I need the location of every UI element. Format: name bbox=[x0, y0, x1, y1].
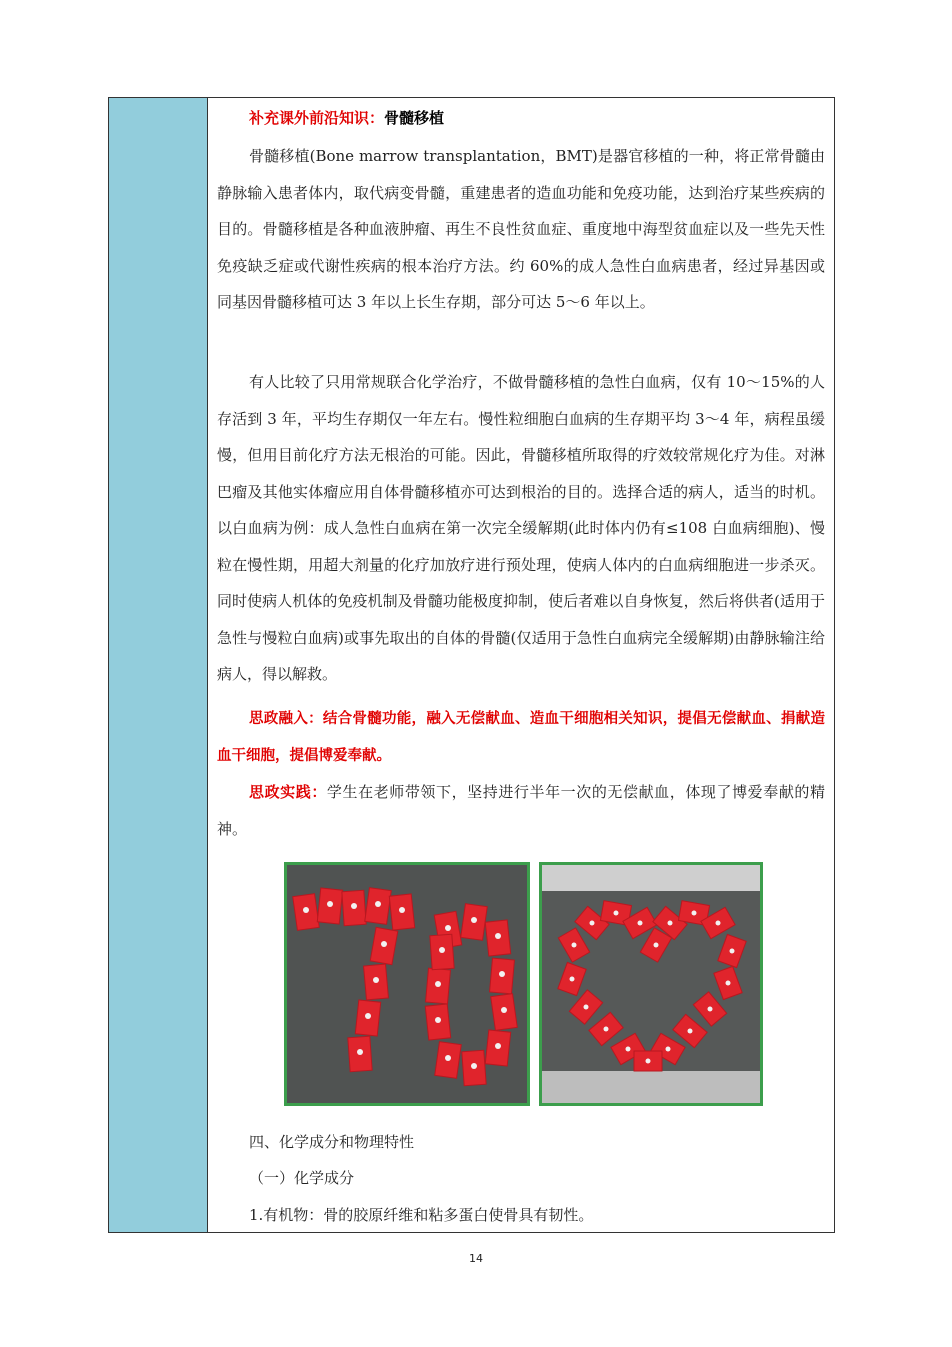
ideology-practice-label: 思政实践： bbox=[249, 783, 327, 801]
ideology-integration: 思政融入：结合骨髓功能，融入无偿献血、造血干细胞相关知识，提倡无偿献血、捐献造血干细胞，提倡博爱奉献。 bbox=[217, 711, 825, 764]
supplement-title: 骨髓移植 bbox=[384, 109, 445, 127]
photo-70-illustration bbox=[287, 865, 527, 1103]
table-right-column bbox=[208, 98, 834, 1232]
item-organic-matter: 1.有机物：骨的胶原纤维和粘多蛋白使骨具有韧性。 bbox=[249, 1206, 594, 1224]
photo-blood-donation-heart bbox=[539, 862, 763, 1106]
supplement-heading bbox=[217, 100, 825, 136]
heading-section-4: 四、化学成分和物理特性 bbox=[249, 1133, 415, 1151]
table-left-column bbox=[109, 98, 208, 1232]
heading-chemical-composition: （一）化学成分 bbox=[249, 1169, 355, 1187]
paragraph-bmt-intro: 骨髓移植(Bone marrow transplantation，BMT)是器官移植的一种，将正常骨髓由静脉输入患者体内，取代病变骨髓，重建患者的造血功能和免疫功能，达到治疗某些疾病的目的。骨髓移植是各种血液肿瘤、再生不良性贫血症、重度地中海型贫血症以及一些先天性免疫缺乏症或代谢性疾病的根本治疗方法。约 60%的成人急性白血病患者，经过异基因或同基因骨髓移植可达 3 年以上长生存期，部分可达 5～6 年以上。 bbox=[217, 147, 825, 311]
ideology-practice-text: 学生在老师带领下，坚持进行半年一次的无偿献血，体现了博爱奉献的精神。 bbox=[217, 783, 825, 838]
photo-heart-illustration bbox=[542, 865, 760, 1103]
content-table bbox=[108, 97, 835, 1233]
page-number: 14 bbox=[469, 1252, 483, 1265]
supplement-label: 补充课外前沿知识： bbox=[249, 109, 385, 127]
photo-blood-donation-70 bbox=[284, 862, 530, 1106]
paragraph-bmt-comparison: 有人比较了只用常规联合化学治疗，不做骨髓移植的急性白血病，仅有 10～15%的人存活到 3 年，平均生存期仅一年左右。慢性粒细胞白血病的生存期平均 3～4 年，病程虽缓慢，但用目前化疗方法无根治的可能。因此，骨髓移植所取得的疗效较常规化疗为佳。对淋巴瘤及其他实体瘤应用自体骨髓移植亦可达到根治的目的。选择合适的病人，适当的时机。以白血病为例：成人急性白血病在第一次完全缓解期(此时体内仍有≤108 白血病细胞)、慢粒在慢性期，用超大剂量的化疗加放疗进行预处理，使病人体内的白血病细胞进一步杀灭。同时使病人机体的免疫机制及骨髓功能极度抑制，使后者难以自身恢复，然后将供者(适用于急性与慢粒白血病)或事先取出的自体的骨髓(仅适用于急性白血病完全缓解期)由静脉输注给病人，得以解救。 bbox=[217, 373, 825, 683]
ideology-practice bbox=[217, 774, 825, 847]
